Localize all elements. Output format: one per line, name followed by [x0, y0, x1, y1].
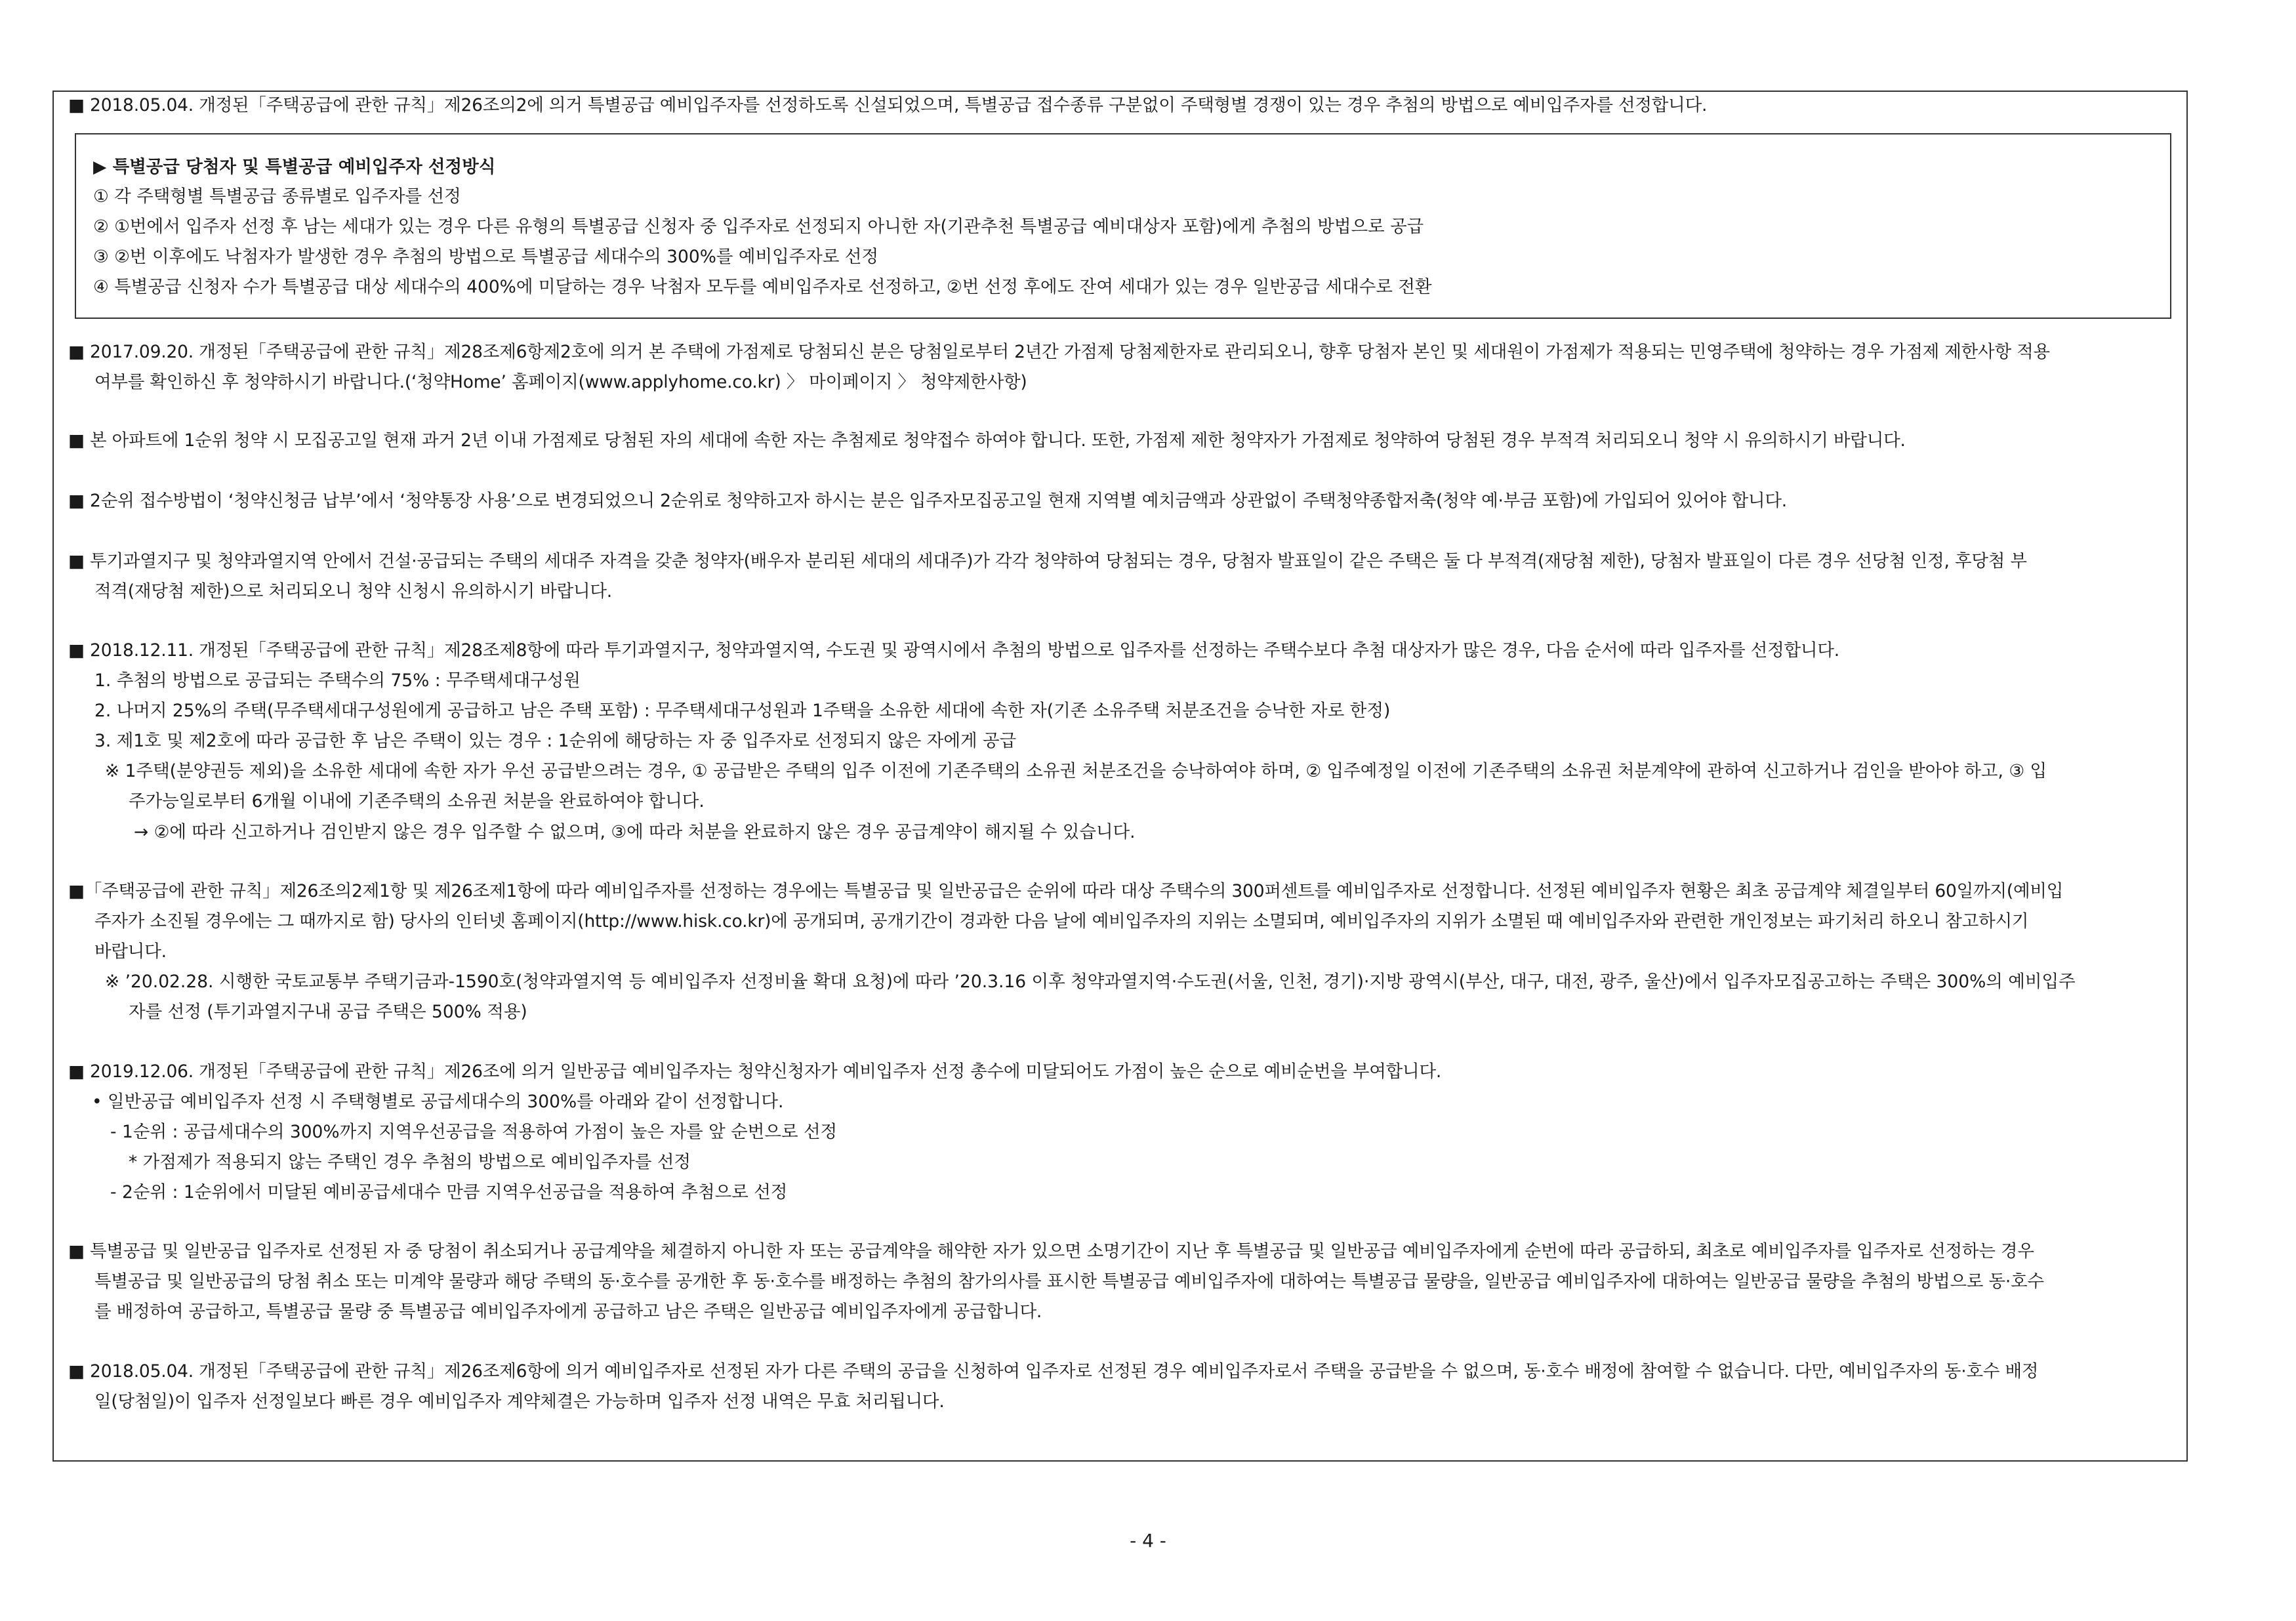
notice-reserve-supply-line2: 특별공급 및 일반공급의 당첨 취소 또는 미계약 물량과 해당 주택의 동·호수를 공개한 후 동·호수를 배정하는 추첨의 참가의사를 표시한 특별공급 예비입주자에 대하여는 특별공급 물량을, 일반공급 예비입주자에 대하여는 일반공급 물량을 추첨의 방법으로 동·호수 [94, 1271, 2044, 1292]
notice-reserve-300-line3: 바랍니다. [94, 941, 167, 962]
general-reserve-bullet: • 일반공급 예비입주자 선정 시 주택형별로 공급세대수의 300%를 아래와 같이 선정합니다. [92, 1092, 784, 1112]
rank1-rule: - 1순위 : 공급세대수의 300%까지 지역우선공급을 적용하여 가점이 높은 자를 앞 순번으로 선정 [110, 1122, 838, 1142]
box-item-1: ① 각 주택형별 특별공급 종류별로 입주자를 선정 [93, 186, 461, 207]
rank2-rule: - 2순위 : 1순위에서 미달된 예비공급세대수 만큼 지역우선공급을 적용하여 추첨으로 선정 [110, 1182, 788, 1202]
notice-2018-05-04-special: ■ 2018.05.04. 개정된「주택공급에 관한 규칙」제26조의2에 의거 특별공급 예비입주자를 선정하도록 신설되었으며, 특별공급 접수종류 구분없이 주택형별 경쟁이 있는 경우 추첨의 방법으로 예비입주자를 선정합니다. [68, 95, 1708, 115]
notice-2019-12-06-head: ■ 2019.12.06. 개정된「주택공급에 관한 규칙」제26조에 의거 일반공급 예비입주자는 청약신청자가 예비입주자 선정 총수에 미달되어도 가점이 높은 순으로 예비순번을 부여합니다. [68, 1061, 1442, 1082]
notice-reserve-300-line1: ■「주택공급에 관한 규칙」제26조의2제1항 및 제26조제1항에 따라 예비입주자를 선정하는 경우에는 특별공급 및 일반공급은 순위에 따라 대상 주택수의 300퍼센트를 예비입주자로 선정합니다. 선정된 예비입주자 현황은 최초 공급계약 체결일부터 60일까지(예비입 [68, 881, 2064, 901]
notice-2018-05-04-reserve-line2: 일(당첨일)이 입주자 선정일보다 빠른 경우 예비입주자 계약체결은 가능하며 입주자 선정 내역은 무효 처리됩니다. [94, 1391, 945, 1412]
lottery-order-item-1: 1. 추첨의 방법으로 공급되는 주택수의 75% : 무주택세대구성원 [94, 670, 581, 691]
box-title: ▶ 특별공급 당첨자 및 특별공급 예비입주자 선정방식 [93, 157, 496, 177]
notice-overheated-zone-line2: 적격(재당첨 제한)으로 처리되오니 청약 신청시 유의하시기 바랍니다. [94, 581, 613, 602]
notice-second-rank-method: ■ 2순위 접수방법이 ‘청약신청금 납부’에서 ‘청약통장 사용’으로 변경되었으니 2순위로 청약하고자 하시는 분은 입주자모집공고일 현재 지역별 예치금액과 상관없이 주택청약종합저축(청약 예·부금 포함)에 가입되어 있어야 합니다. [68, 491, 1788, 511]
one-house-note-line2: 주가능일로부터 6개월 이내에 기존주택의 소유권 처분을 완료하여야 합니다. [129, 791, 705, 811]
box-item-3: ③ ②번 이후에도 낙첨자가 발생한 경우 추첨의 방법으로 특별공급 세대수의 300%를 예비입주자로 선정 [93, 247, 879, 267]
rank1-rule-note: * 가점제가 적용되지 않는 주택인 경우 추첨의 방법으로 예비입주자를 선정 [129, 1152, 691, 1172]
notice-2018-12-11-head: ■ 2018.12.11. 개정된「주택공급에 관한 규칙」제28조제8항에 따라 투기과열지구, 청약과열지역, 수도권 및 광역시에서 추첨의 방법으로 입주자를 선정하는 주택수보다 추첨 대상자가 많은 경우, 다음 순서에 따라 입주자를 선정합니다. [68, 640, 1839, 661]
box-item-2: ② ①번에서 입주자 선정 후 남는 세대가 있는 경우 다른 유형의 특별공급 신청자 중 입주자로 선정되지 아니한 자(기관추천 특별공급 예비대상자 포함)에게 추첨의 방법으로 공급 [93, 216, 1424, 237]
one-house-note-arrow: → ②에 따라 신고하거나 검인받지 않은 경우 입주할 수 없으며, ③에 따라 처분을 완료하지 않은 경우 공급계약이 해지될 수 있습니다. [134, 822, 1136, 842]
one-house-note-line1: ※ 1주택(분양권등 제외)을 소유한 세대에 속한 자가 우선 공급받으려는 경우, ① 공급받은 주택의 입주 이전에 기존주택의 소유권 처분조건을 승낙하여야 하며, ② 입주예정일 이전에 기존주택의 소유권 처분계약에 관하여 신고하거나 검인을 받아야 하고, ③ 입 [105, 761, 2047, 781]
reserve-ratio-note-line2: 자를 선정 (투기과열지구내 공급 주택은 500% 적용) [129, 1002, 527, 1022]
reserve-ratio-note-line1: ※ ’20.02.28. 시행한 국토교통부 주택기금과-1590호(청약과열지역 등 예비입주자 선정비율 확대 요청)에 따라 ’20.3.16 이후 청약과열지역·수도권(서울, 인천, 경기)·지방 광역시(부산, 대구, 대전, 광주, 울산)에서 입주자모집공고하는 주택은 300%의 예비입주 [105, 972, 2076, 992]
lottery-order-item-2: 2. 나머지 25%의 주택(무주택세대구성원에게 공급하고 남은 주택 포함) : 무주택세대구성원과 1주택을 소유한 세대에 속한 자(기존 소유주택 처분조건을 승낙한 자로 한정) [94, 701, 1391, 721]
notice-first-rank-restriction: ■ 본 아파트에 1순위 청약 시 모집공고일 현재 과거 2년 이내 가점제로 당첨된 자의 세대에 속한 자는 추첨제로 청약접수 하여야 합니다. 또한, 가점제 제한 청약자가 가점제로 청약하여 당첨된 경우 부적격 처리되오니 청약 시 유의하시기 바랍니다. [68, 430, 1906, 451]
notice-overheated-zone-line1: ■ 투기과열지구 및 청약과열지역 안에서 건설·공급되는 주택의 세대주 자격을 갖춘 청약자(배우자 분리된 세대의 세대주)가 각각 청약하여 당첨되는 경우, 당첨자 발표일이 같은 주택은 둘 다 부적격(재당첨 제한), 당첨자 발표일이 다른 경우 선당첨 인정, 후당첨 부 [68, 551, 2027, 571]
box-item-4: ④ 특별공급 신청자 수가 특별공급 대상 세대수의 400%에 미달하는 경우 낙첨자 모두를 예비입주자로 선정하고, ②번 선정 후에도 잔여 세대가 있는 경우 일반공급 세대수로 전환 [93, 277, 1432, 297]
page-number: - 4 - [1130, 1530, 1166, 1551]
lottery-order-item-3: 3. 제1호 및 제2호에 따라 공급한 후 남은 주택이 있는 경우 : 1순위에 해당하는 자 중 입주자로 선정되지 않은 자에게 공급 [94, 731, 1017, 751]
notice-2017-09-20-line2: 여부를 확인하신 후 청약하시기 바랍니다.(‘청약Home’ 홈페이지(www.applyhome.co.kr) 〉 마이페이지 〉 청약제한사항) [94, 372, 1027, 392]
notice-2017-09-20-line1: ■ 2017.09.20. 개정된「주택공급에 관한 규칙」제28조제6항제2호에 의거 본 주택에 가점제로 당첨되신 분은 당첨일로부터 2년간 가점제 당첨제한자로 관리되오니, 향후 당첨자 본인 및 세대원이 가점제가 적용되는 민영주택에 청약하는 경우 가점제 제한사항 적용 [68, 342, 2050, 362]
notice-reserve-supply-line1: ■ 특별공급 및 일반공급 입주자로 선정된 자 중 당첨이 취소되거나 공급계약을 체결하지 아니한 자 또는 공급계약을 해약한 자가 있으면 소명기간이 지난 후 특별공급 및 일반공급 예비입주자에게 순번에 따라 공급하되, 최초로 예비입주자를 입주자로 선정하는 경우 [68, 1241, 2034, 1262]
notice-reserve-300-line2: 주자가 소진될 경우에는 그 때까지로 함) 당사의 인터넷 홈페이지(http://www.hisk.co.kr)에 공개되며, 공개기간이 경과한 다음 날에 예비입주자의 지위는 소멸되며, 예비입주자의 지위가 소멸된 때 예비입주자와 관련한 개인정보는 파기처리 하오니 참고하시기 [94, 911, 2029, 932]
notice-reserve-supply-line3: 를 배정하여 공급하고, 특별공급 물량 중 특별공급 예비입주자에게 공급하고 남은 주택은 일반공급 예비입주자에게 공급합니다. [94, 1302, 1042, 1322]
notice-2018-05-04-reserve-line1: ■ 2018.05.04. 개정된「주택공급에 관한 규칙」제26조제6항에 의거 예비입주자로 선정된 자가 다른 주택의 공급을 신청하여 입주자로 선정된 경우 예비입주자로서 주택을 공급받을 수 없으며, 동·호수 배정에 참여할 수 없습니다. 다만, 예비입주자의 동·호수 배정 [68, 1361, 2039, 1382]
